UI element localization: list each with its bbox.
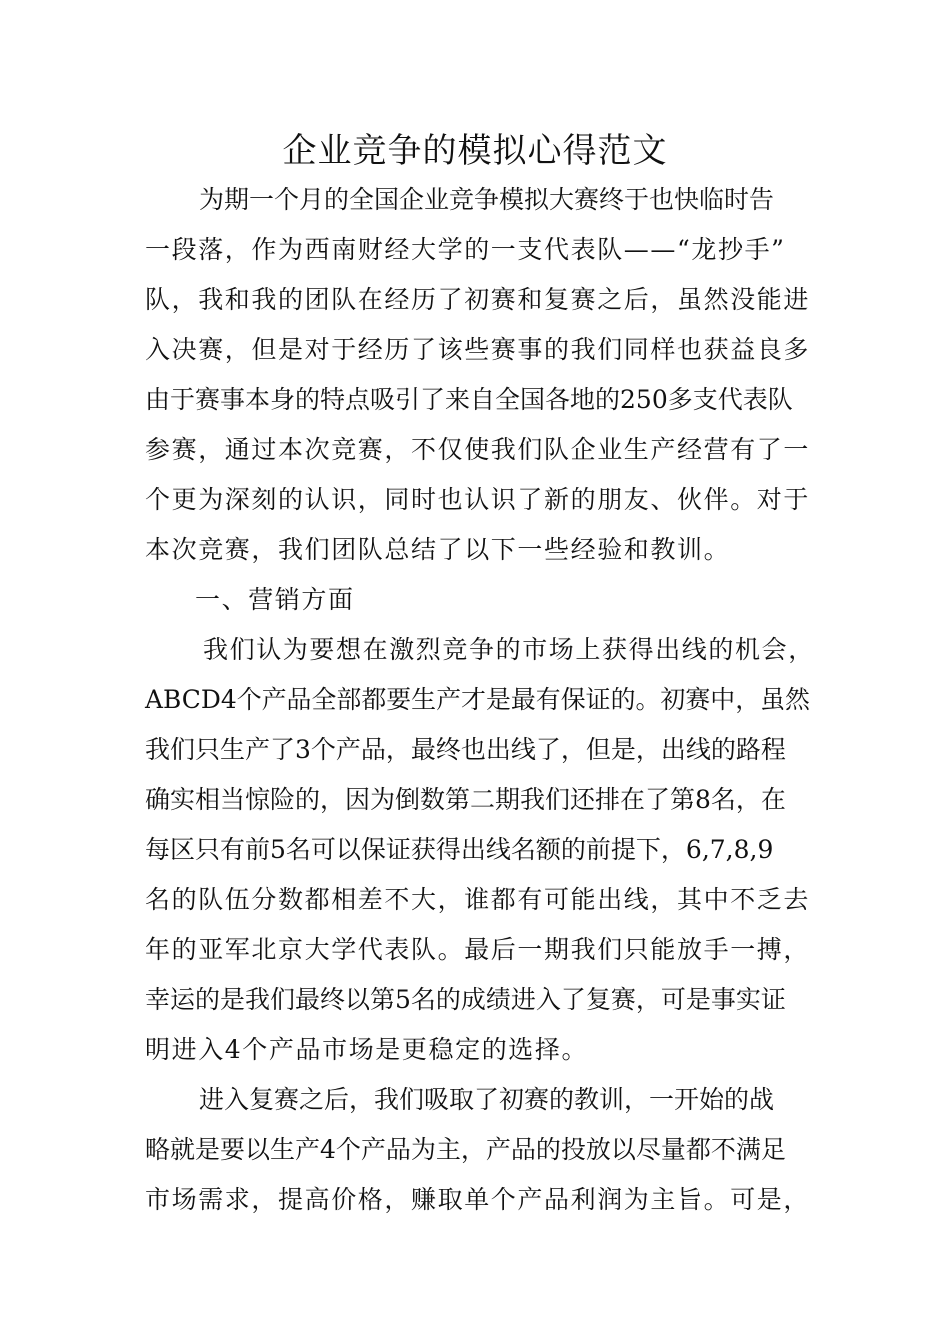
text-line: 我们认为要想在激烈竞争的市场上获得出线的机会， xyxy=(203,635,815,664)
text-line: 名的队伍分数都相差不大，谁都有可能出线，其中不乏去 xyxy=(145,885,811,914)
text-line: 确实相当惊险的，因为倒数第二期我们还排在了第8名，在 xyxy=(145,785,786,814)
text-line: ABCD4个产品全部都要生产才是最有保证的。初赛中，虽然 xyxy=(145,685,810,714)
text-line: 由于赛事本身的特点吸引了来自全国各地的250多支代表队 xyxy=(145,385,793,414)
text-line: 市场需求，提高价格，赚取单个产品利润为主旨。可是， xyxy=(145,1185,811,1214)
text-line: 年的亚军北京大学代表队。最后一期我们只能放手一搏， xyxy=(145,935,811,964)
text-line: 个更为深刻的认识，同时也认识了新的朋友、伙伴。对于 xyxy=(145,485,811,514)
text-line: 幸运的是我们最终以第5名的成绩进入了复赛，可是事实证 xyxy=(145,985,786,1014)
text-line: 为期一个月的全国企业竞争模拟大赛终于也快临时告 xyxy=(199,185,775,214)
text-line: 每区只有前5名可以保证获得出线名额的前提下，6,7,8,9 xyxy=(145,835,774,864)
text-line: 略就是要以生产4个产品为主，产品的投放以尽量都不满足 xyxy=(145,1135,786,1164)
text-line: 进入复赛之后，我们吸取了初赛的教训，一开始的战 xyxy=(199,1085,775,1114)
section-heading: 一、营销方面 xyxy=(195,585,355,614)
document-title: 企业竞争的模拟心得范文 xyxy=(282,131,668,171)
text-line: 本次竞赛，我们团队总结了以下一些经验和教训。 xyxy=(145,535,731,564)
text-line: 我们只生产了3个产品，最终也出线了，但是，出线的路程 xyxy=(145,735,786,764)
text-line: 队，我和我的团队在经历了初赛和复赛之后，虽然没能进 xyxy=(145,285,811,314)
text-line: 明进入4个产品市场是更稳定的选择。 xyxy=(145,1035,589,1064)
text-line: 一段落，作为西南财经大学的一支代表队——“龙抄手” xyxy=(145,235,786,264)
text-line: 入决赛，但是对于经历了该些赛事的我们同样也获益良多 xyxy=(145,335,811,364)
text-line: 参赛，通过本次竞赛，不仅使我们队企业生产经营有了一 xyxy=(145,435,811,464)
